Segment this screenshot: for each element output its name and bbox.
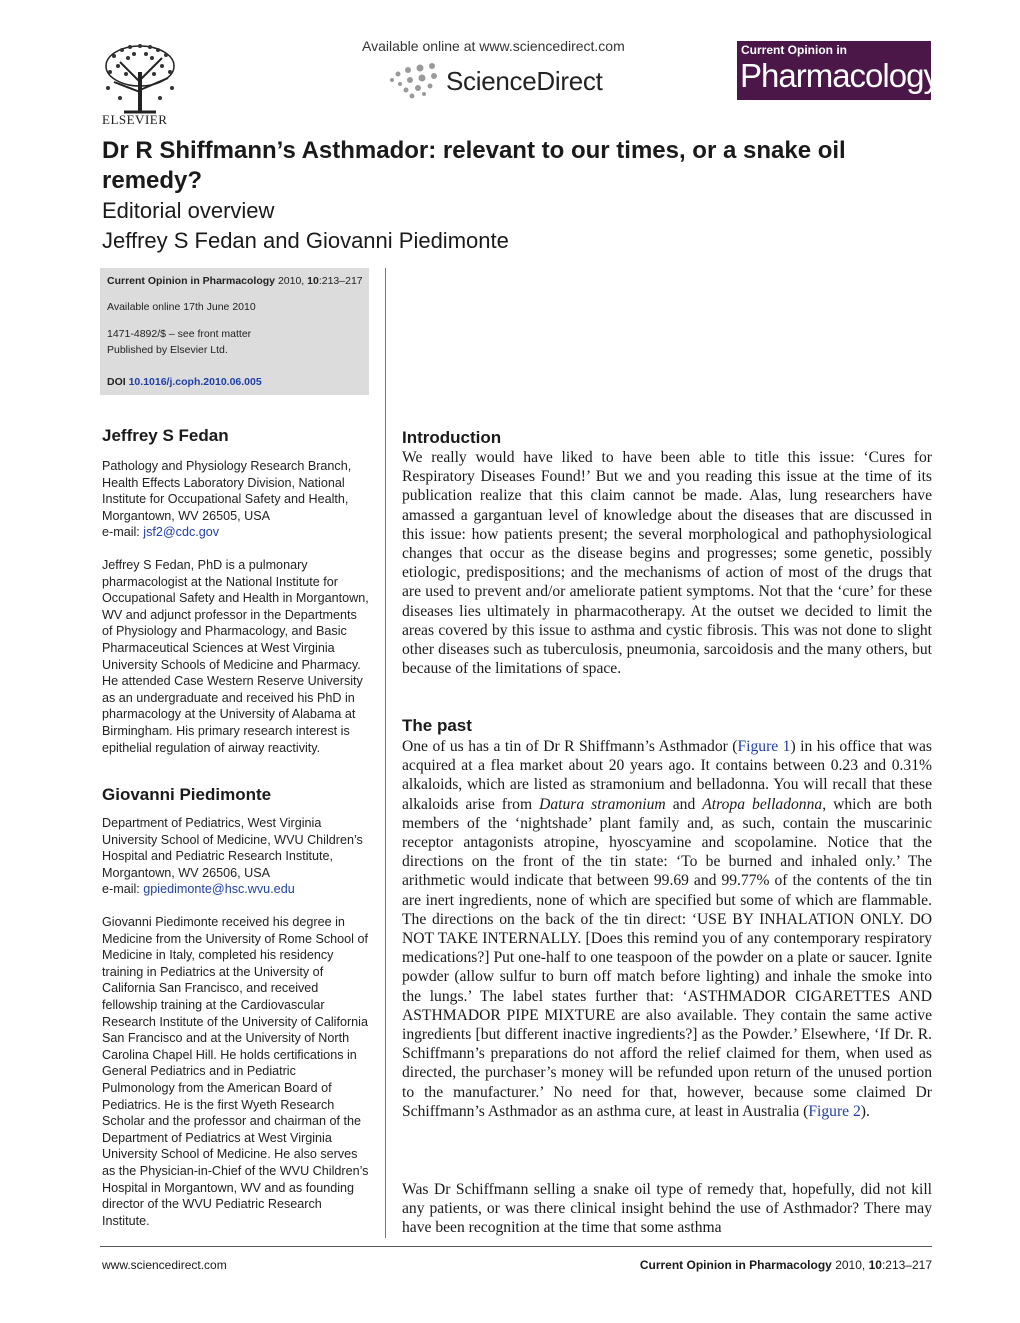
author1-name: Jeffrey S Fedan <box>102 426 229 445</box>
author2-bio: Giovanni Piedimonte received his degree in Medicine from the University of Rome School of Medicine in Italy, completed his residency training in Pediatrics at the University of California San Francisco, and received fellowship training at the Cardiovascular Research Institute of the University of California San Francisco and at the University of North Carolina Chapel Hill. He holds certifications in General Pediatrics and in Pediatric Pulmonology from the American Board of Pediatrics. He is the first Wyeth Research Scholar and the professor and chairman of the Department of Pediatrics at West Virginia University School of Medicine. He also serves as the Physician-in-Chief of the WVU Children’s Hospital in Morgantown, WV and as founding director of the WVU Pediatric Research Institute. <box>102 915 369 1228</box>
citation-year: 2010, <box>277 275 305 287</box>
author1-bio: Jeffrey S Fedan, PhD is a pulmonary pharmacologist at the National Institute for Occupational Safety and Health in Morgantown, WV and adjunct professor in the Departments of Physiology and Pharmacology, and Basic Pharmaceutical Sciences at West Virginia University Schools of Medicine and Pharmacy. He attended Case Western Reserve University as an undergraduate and received his PhD in pharmacology at the University of Alabama at Birmingham. His primary research interest is epithelial regulation of airway reactivity. <box>102 558 369 755</box>
doi-link[interactable]: 10.1016/j.coph.2010.06.005 <box>128 376 262 388</box>
publisher-name: ELSEVIER <box>102 112 168 127</box>
footer-journal: Current Opinion in Pharmacology <box>639 1258 832 1272</box>
doi-label: DOI <box>107 376 126 388</box>
journal-logo <box>737 41 939 100</box>
citation-line <box>107 275 363 287</box>
past-text-e: ). <box>860 1102 870 1120</box>
sciencedirect-wordmark: ScienceDirect <box>446 66 603 96</box>
past-heading: The past <box>402 716 472 735</box>
elsevier-tree-icon <box>100 42 180 114</box>
doi-line <box>107 376 262 388</box>
intro-paragraph: We really would have liked to have been able to title this issue: ‘Cures for Respiratory Diseases Found!’ But we and you reading this issue at the time of its publication realize that this claim cannot be made. Alas, lung researchers have amassed a gargantuan level of knowledge about the diseases that are discussed in this issue: how patients present; the several morphological and pathophysiological changes that occur as the disease begins and progresses; some genetic, possibly etiologic, predispositions; and the mechanisms of action of most of the drugs that are used to prevent and/or ameliorate patient symptoms. Not that the ‘cure’ for these diseases lies ultimately in pharmacotherapy. At the outset we decided to limit the areas covered by this issue to asthma and cystic fibrosis. This was not done to slight other diseases such as tuberculosis, pneumonia, sarcoidosis and the many others, but because of the limitations of space. <box>402 449 932 678</box>
article-authors: Jeffrey S Fedan and Giovanni Piedimonte <box>102 228 509 253</box>
species-datura: Datura stramonium <box>539 795 666 813</box>
published-by: Published by Elsevier Ltd. <box>107 344 228 356</box>
past-paragraph-1 <box>402 737 932 1121</box>
footer-rule <box>100 1246 932 1247</box>
citation-pages: :213–217 <box>318 275 363 287</box>
author1-email-label: e-mail: <box>102 525 140 540</box>
elsevier-logo <box>100 42 180 128</box>
author2-affiliation: Department of Pediatrics, West Virginia University School of Medicine, WVU Children’s Hospital and Pediatric Research Institute, Morgantown, WV 26506, USA <box>102 816 363 880</box>
citation-box <box>100 268 369 395</box>
past-text-a: One of us has a tin of Dr R Shiffmann’s Asthmador ( <box>402 738 738 755</box>
author1-email-link[interactable]: jsf2@cdc.gov <box>143 525 220 540</box>
author1-affiliation-block <box>102 458 370 541</box>
sciencedirect-dots-icon <box>386 60 446 104</box>
footer-citation <box>560 1258 932 1272</box>
author2-affiliation-block <box>102 815 370 898</box>
footer-volume: 10 <box>868 1258 882 1272</box>
footer-pages: :213–217 <box>881 1258 932 1272</box>
issn-line: 1471-4892/$ – see front matter <box>107 328 252 340</box>
footer-url[interactable]: www.sciencedirect.com <box>102 1258 227 1272</box>
author1-affiliation: Pathology and Physiology Research Branch, Health Effects Laboratory Division, National Institute for Occupational Safety and Health, Morgantown, WV 26505, USA <box>102 459 352 523</box>
figure-2-link[interactable]: Figure 2 <box>808 1102 861 1120</box>
author2-email-label: e-mail: <box>102 882 140 897</box>
species-atropa: Atropa belladonna <box>702 795 823 813</box>
journal-logo-big: Pharmacology <box>740 57 939 94</box>
footer-year: 2010, <box>835 1258 866 1272</box>
figure-1-link[interactable]: Figure 1 <box>737 738 791 755</box>
citation-volume: 10 <box>307 275 319 287</box>
intro-heading: Introduction <box>402 428 502 447</box>
article-title: Dr R Shiffmann’s Asthmador: relevant to our times, or a snake oil remedy? <box>102 137 846 194</box>
article-subtitle: Editorial overview <box>102 198 275 223</box>
past-text-c: and <box>665 795 703 813</box>
available-online: Available online at www.sciencedirect.com <box>362 38 625 54</box>
past-text-b: ) in his office that was acquired at a flea market about 20 years ago. It contains between 0.23 and 0.31% alkaloids, which are listed as stramonium and belladonna. You will recall that these alkaloids arise from <box>402 738 932 813</box>
column-divider <box>385 268 386 1238</box>
past-text-d: , which are both members of the ‘nightshade’ plant family and, as such, contain the muscarinic receptor antagonists atropine, hyoscyamine and scopolamine. Notice that the directions on the front of the tin state: ‘To be burned and inhaled only.’ The arithmetic would indicate that between 99.69 and 99.77% of the contents of the tin are inert ingredients, none of which are specified but some of which are flammable. The directions on the back of the tin direct: ‘USE BY INHALATION ONLY. DO NOT TAKE INTERNALLY. [Does this remind you of any contemporary respiratory medications?] Put one-half to one teaspoon of the powder on a plate or saucer. Ignite powder (allow sulfur to burn off match before lighting) and inhale the smoke into the lungs.’ The label states further that: ‘ASTHMADOR CIGARETTES AND ASTHMADOR PIPE MIXTURE are also available. They contain the same active ingredients [but different inactive ingredients?] as the Powder.’ Elsewhere, ‘If Dr. R. Schiffmann’s preparations do not afford the relief claimed for them, when used as directed, the purchaser’s money will be refunded upon return of the unused portion to the manufacturer.’ No need for that, however, because some claimed Dr Schiffmann’s Asthmador as an asthma cure, at least in Australia ( <box>402 795 933 1120</box>
author2-name: Giovanni Piedimonte <box>102 785 272 804</box>
journal-logo-small: Current Opinion in <box>741 43 847 57</box>
available-date: Available online 17th June 2010 <box>107 301 256 313</box>
past-paragraph-2: Was Dr Schiffmann selling a snake oil type of remedy that, hopefully, did not kill any patients, or was there clinical insight behind the use of Asthmador? There may have been recognition at the time that some asthma <box>402 1181 932 1237</box>
author2-email-link[interactable]: gpiedimonte@hsc.wvu.edu <box>143 882 295 897</box>
citation-journal: Current Opinion in Pharmacology <box>107 275 276 287</box>
